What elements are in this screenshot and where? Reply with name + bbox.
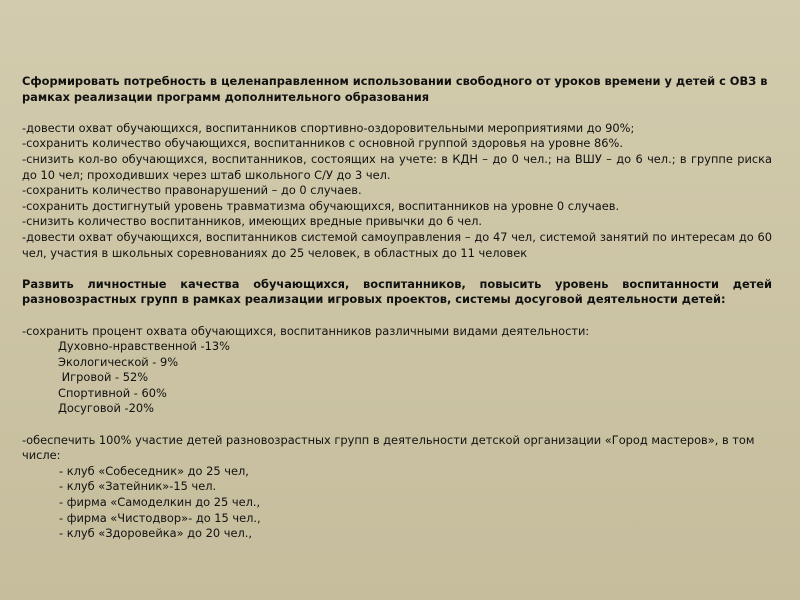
list-item-self-government: -довести охват обучающихся, воспитанников системой самоуправления – до 47 чел, системой занятий по интересам до 60 чел, участия в школьных соревнованиях до 25 человек, в областных до 11 человек <box>22 229 772 260</box>
spacer <box>22 105 772 121</box>
club-item-chistodvor: - фирма «Чистодвор»- до 15 чел., <box>59 510 261 525</box>
activity-item-spiritual: Духовно-нравственной -13% <box>58 339 230 354</box>
list-item-sport-coverage: -довести охват обучающихся, воспитанников спортивно-оздоровительными мероприятиями до 90%; <box>22 120 635 135</box>
spacer <box>22 308 772 324</box>
club-item-sobesednik: - клуб «Собеседник» до 25 чел, <box>59 463 249 478</box>
list-item-health-group: -сохранить количество обучающихся, воспитанников с основной группой здоровья на уровне 86%. <box>22 136 623 151</box>
list-item-registry: -снизить кол-во обучающихся, воспитанников, состоящих на учете: в КДН – до 0 чел.; на ВШУ – до 6 чел.; в группе риска до 10 чел; проходивших через штаб школьного С/У до 3 чел. <box>22 151 772 182</box>
activity-item-leisure: Досуговой -20% <box>58 401 154 416</box>
list-item-offenses: -сохранить количество правонарушений – до 0 случаев. <box>22 183 362 198</box>
spacer <box>22 261 772 277</box>
club-item-samodelkin: - фирма «Самоделкин до 25 чел., <box>59 495 261 510</box>
slide-content <box>22 74 772 542</box>
club-item-zateynik: - клуб «Затейник»-15 чел. <box>59 479 217 494</box>
organization-intro: -обеспечить 100% участие детей разновозрастных групп в деятельности детской организации «Город мастеров», в том числе: <box>22 432 755 463</box>
list-item-bad-habits: -снизить количество воспитанников, имеющих вредные привычки до 6 чел. <box>22 214 483 229</box>
section-heading-personal-qualities: Развить личностные качества обучающихся, воспитанников, повысить уровень воспитанности детей разновозрастных групп в рамках реализации игровых проектов, системы досуговой деятельности детей: <box>22 276 772 307</box>
spacer <box>22 417 772 433</box>
activity-item-game: Игровой - 52% <box>58 370 149 385</box>
activities-intro: -сохранить процент охвата обучающихся, воспитанников различными видами деятельности: <box>22 323 590 338</box>
list-item-injuries: -сохранить достигнутый уровень травматизма обучающихся, воспитанников на уровне 0 случаев. <box>22 198 620 213</box>
club-item-zdoroveyka: - клуб «Здоровейка» до 20 чел., <box>59 526 253 541</box>
activity-item-sport: Спортивной - 60% <box>58 385 167 400</box>
section-heading-free-time: Сформировать потребность в целенаправленном использовании свободного от уроков времени у детей с ОВЗ в рамках реализации программ дополнительного образования <box>22 74 768 104</box>
activity-item-ecological: Экологической - 9% <box>58 354 179 369</box>
